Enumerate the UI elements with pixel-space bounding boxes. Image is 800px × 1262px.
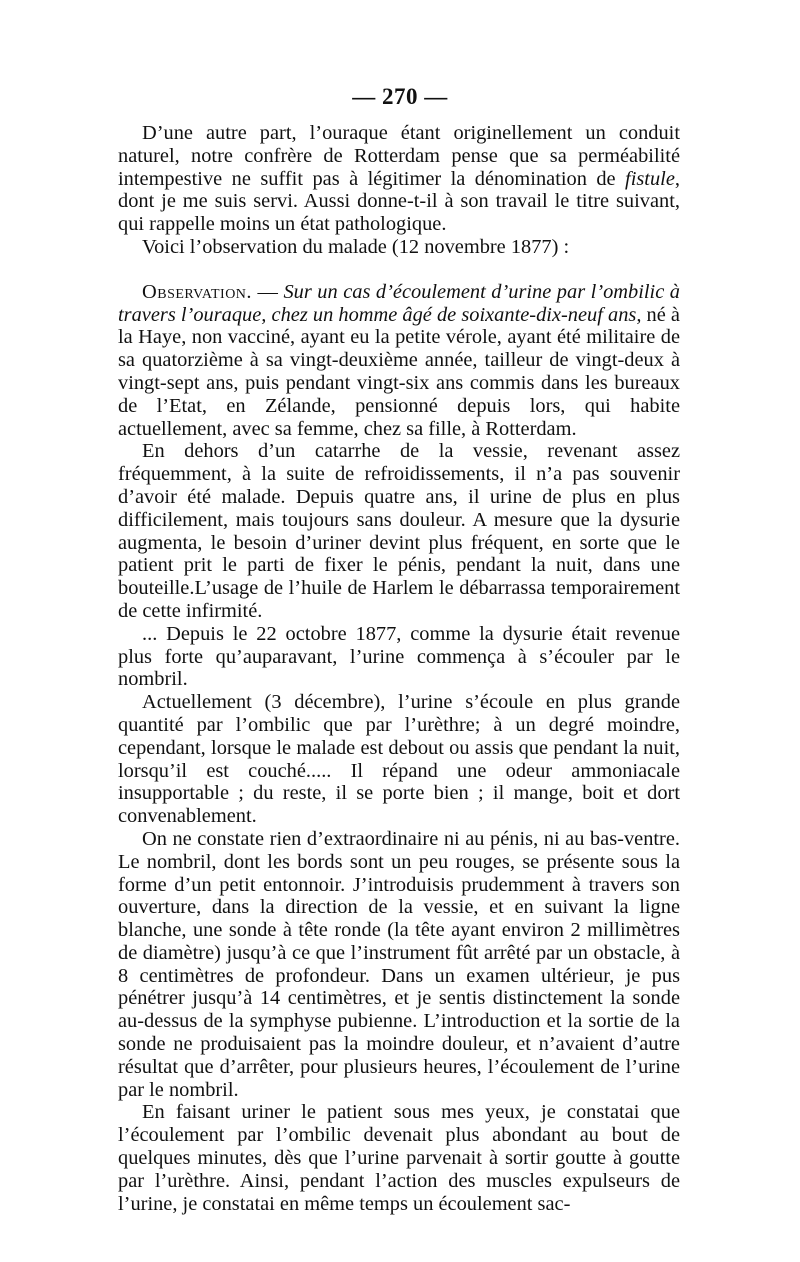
- paragraph-current-state: Actuellement (3 décembre), l’urine s’écoule en plus grande quantité par l’ombilic que par l’urèthre; à un degré moindre, cependant, lorsque le malade est debout ou assis que pendant la nuit, lorsqu’il est couché..... Il répand une odeur ammoniacale insupportable ; du reste, il se porte bien ; il mange, boit et dort convenablement.: [118, 691, 680, 828]
- paragraph-observation-intro: Voici l’observation du malade (12 novembre 1877) :: [142, 235, 570, 258]
- body-text: [118, 122, 680, 1215]
- paragraph-onset: ... Depuis le 22 octobre 1877, comme la dysurie était revenue plus forte qu’auparavant, l’urine commença à s’écouler par le nombril.: [118, 622, 680, 691]
- observation-label: Observation.: [142, 280, 253, 303]
- paragraph-intro-part-1: D’une autre part, l’ouraque étant originellement un conduit naturel, notre confrère de Rotterdam pense que sa perméabilité intempestive ne suffit pas à légitimer la dénomination de: [118, 122, 680, 190]
- paragraph-history: En dehors d’un catarrhe de la vessie, revenant assez fréquemment, à la suite de refroidissements, il n’a pas souvenir d’avoir été malade. Depuis quatre ans, il urine de plus en plus difficilement, mais toujours sans douleur. A mesure que la dysurie augmenta, le besoin d’uriner devint plus fréquent, en sorte que le patient prit le parti de fixer le pénis, pendant la nuit, dans une bouteille.L’usage de l’huile de Harlem le débarrassa temporairement de cette infirmité.: [118, 440, 680, 622]
- observation-title: Sur un cas d’écoulement d’urine par l’ombilic à travers l’ouraque, chez un homme âgé de soixante-dix-neuf ans,: [118, 280, 680, 326]
- paragraph-urination-test: En faisant uriner le patient sous mes yeux, je constatai que l’écoulement par l’ombilic devenait plus abondant au bout de quelques minutes, dès que l’urine parvenait à sortir goutte à goutte par l’urèthre. Ainsi, pendant l’action des muscles expulseurs de l’urine, je constatai en même temps un écoulement sac-: [118, 1101, 680, 1215]
- page-number: — 270 —: [352, 84, 448, 109]
- observation-dash: —: [252, 280, 284, 303]
- observation-details: né à la Haye, non vacciné, ayant eu la petite vérole, ayant été militaire de sa quatorzième à sa vingt-deuxième année, tailleur de vingt-deux à vingt-sept ans, puis pendant vingt-six ans commis dans les bureaux de l’Etat, en Zélande, pensionné depuis lors, qui habite actuellement, avec sa femme, chez sa fille, à Rotterdam.: [118, 303, 680, 440]
- paragraph-observation: [118, 281, 680, 441]
- italic-word-fistule: fistule: [625, 167, 675, 190]
- paragraph-intro-part-2: , dont je me suis servi. Aussi donne-t-il à son travail le titre suivant, qui rappelle moins un état pathologique.: [118, 167, 680, 236]
- paragraph-examination: On ne constate rien d’extraordinaire ni au pénis, ni au bas-ventre. Le nombril, dont les bords sont un peu rouges, se présente sous la forme d’un petit entonnoir. J’introduisis prudemment à travers son ouverture, dans la direction de la vessie, et en suivant la ligne blanche, une sonde à tête ronde (la tête ayant environ 2 millimètres de diamètre) jusqu’à ce que l’instrument fût arrêté par un obstacle, à 8 centimètres de profondeur. Dans un examen ultérieur, je pus pénétrer jusqu’à 14 centimètres, et je sentis distinctement la sonde au-dessus de la symphyse pubienne. L’introduction et la sortie de la sonde ne produisaient pas la moindre douleur, et n’avaient d’autre résultat que d’arrêter, pour plusieurs heures, l’écoulement de l’urine par le nombril.: [118, 827, 680, 1101]
- paragraph-intro: [118, 122, 680, 236]
